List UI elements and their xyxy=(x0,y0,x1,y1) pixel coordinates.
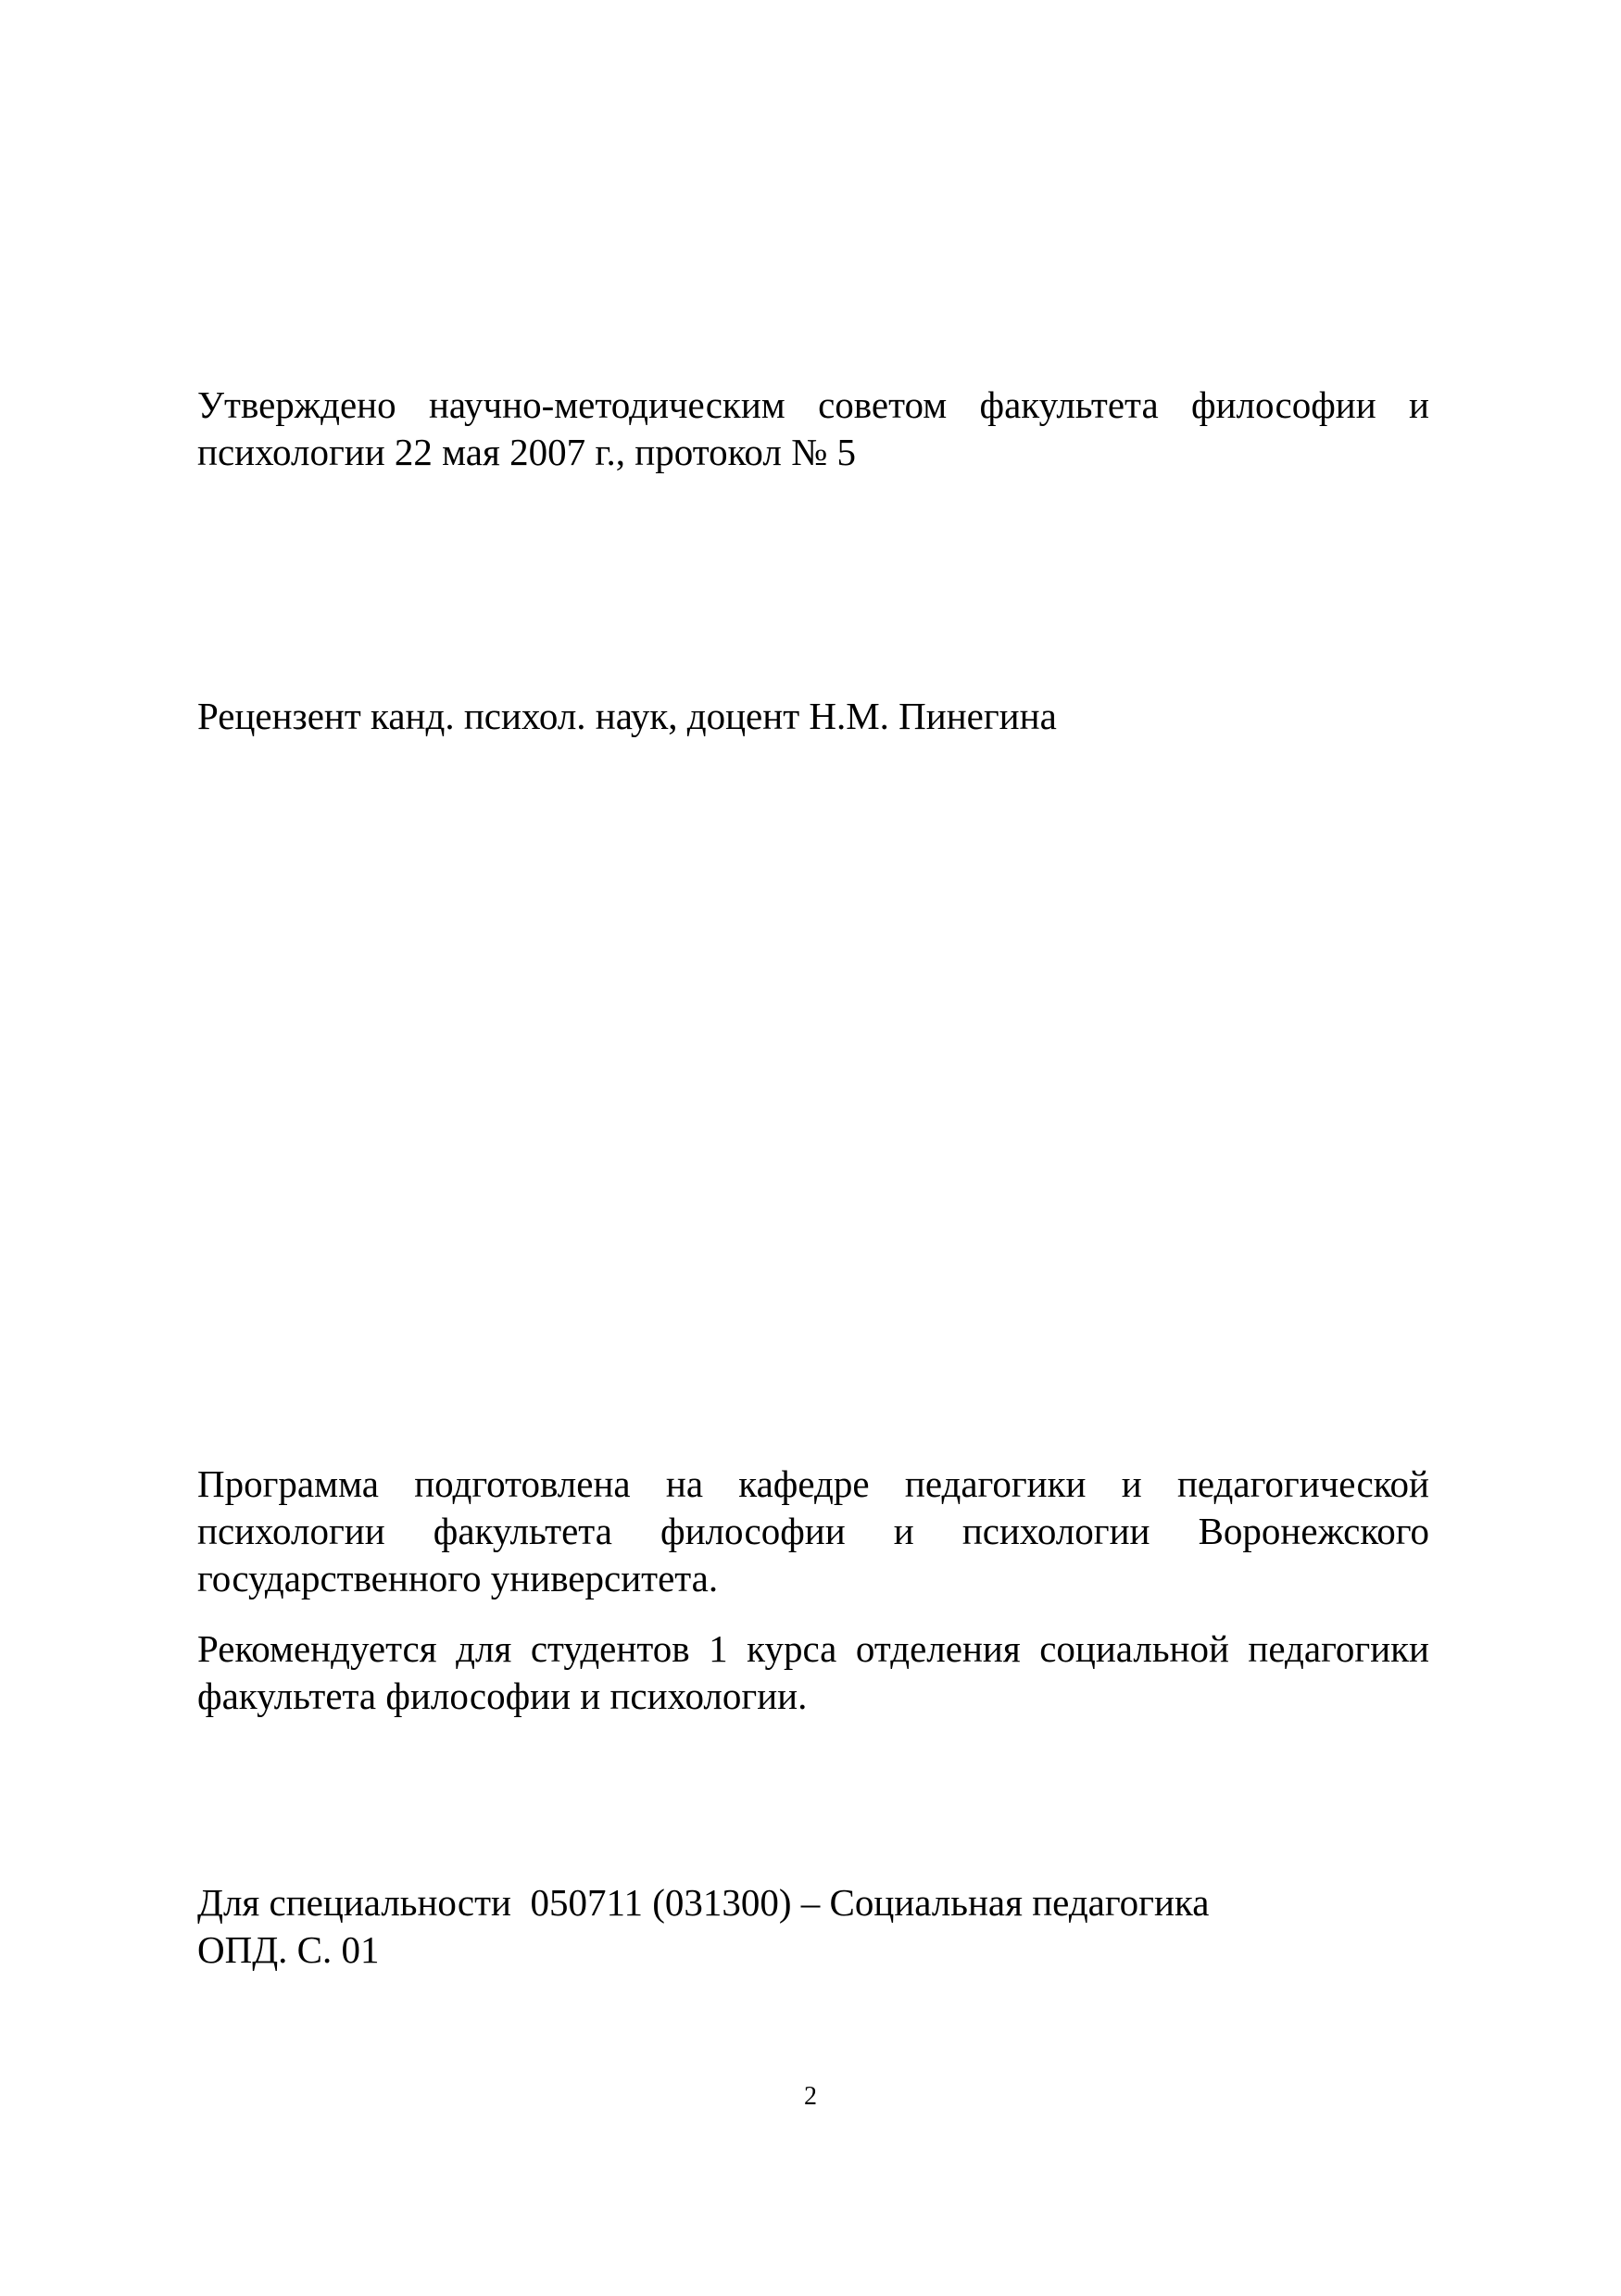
specialty-line-1: Для специальности 050711 (031300) – Социальная педагогика xyxy=(197,1881,1210,1924)
recommendation-line-1: Рекомендуется для студентов 1 курса отделения социальной педагогики xyxy=(197,1627,1429,1670)
program-statement xyxy=(197,1461,1429,1602)
approval-line-1: Утверждено научно-методическим советом факультета философии и xyxy=(197,383,1429,426)
specialty-line-2: ОПД. С. 01 xyxy=(197,1928,380,1971)
reviewer-line: Рецензент канд. психол. наук, доцент Н.М. Пинегина xyxy=(197,695,1057,737)
program-line-1: Программа подготовлена на кафедре педагогики и педагогической xyxy=(197,1462,1429,1505)
program-line-3: государственного университета. xyxy=(197,1557,719,1600)
approval-statement xyxy=(197,382,1429,476)
recommendation-statement xyxy=(197,1625,1429,1720)
approval-line-2: психологии 22 мая 2007 г., протокол № 5 xyxy=(197,431,856,473)
program-line-2: психологии факультета философии и психологии Воронежского xyxy=(197,1510,1429,1552)
reviewer-statement xyxy=(197,693,1429,740)
page-number: 2 xyxy=(804,2082,817,2111)
recommendation-line-2: факультета философии и психологии. xyxy=(197,1675,808,1717)
specialty-statement xyxy=(197,1879,1429,1974)
